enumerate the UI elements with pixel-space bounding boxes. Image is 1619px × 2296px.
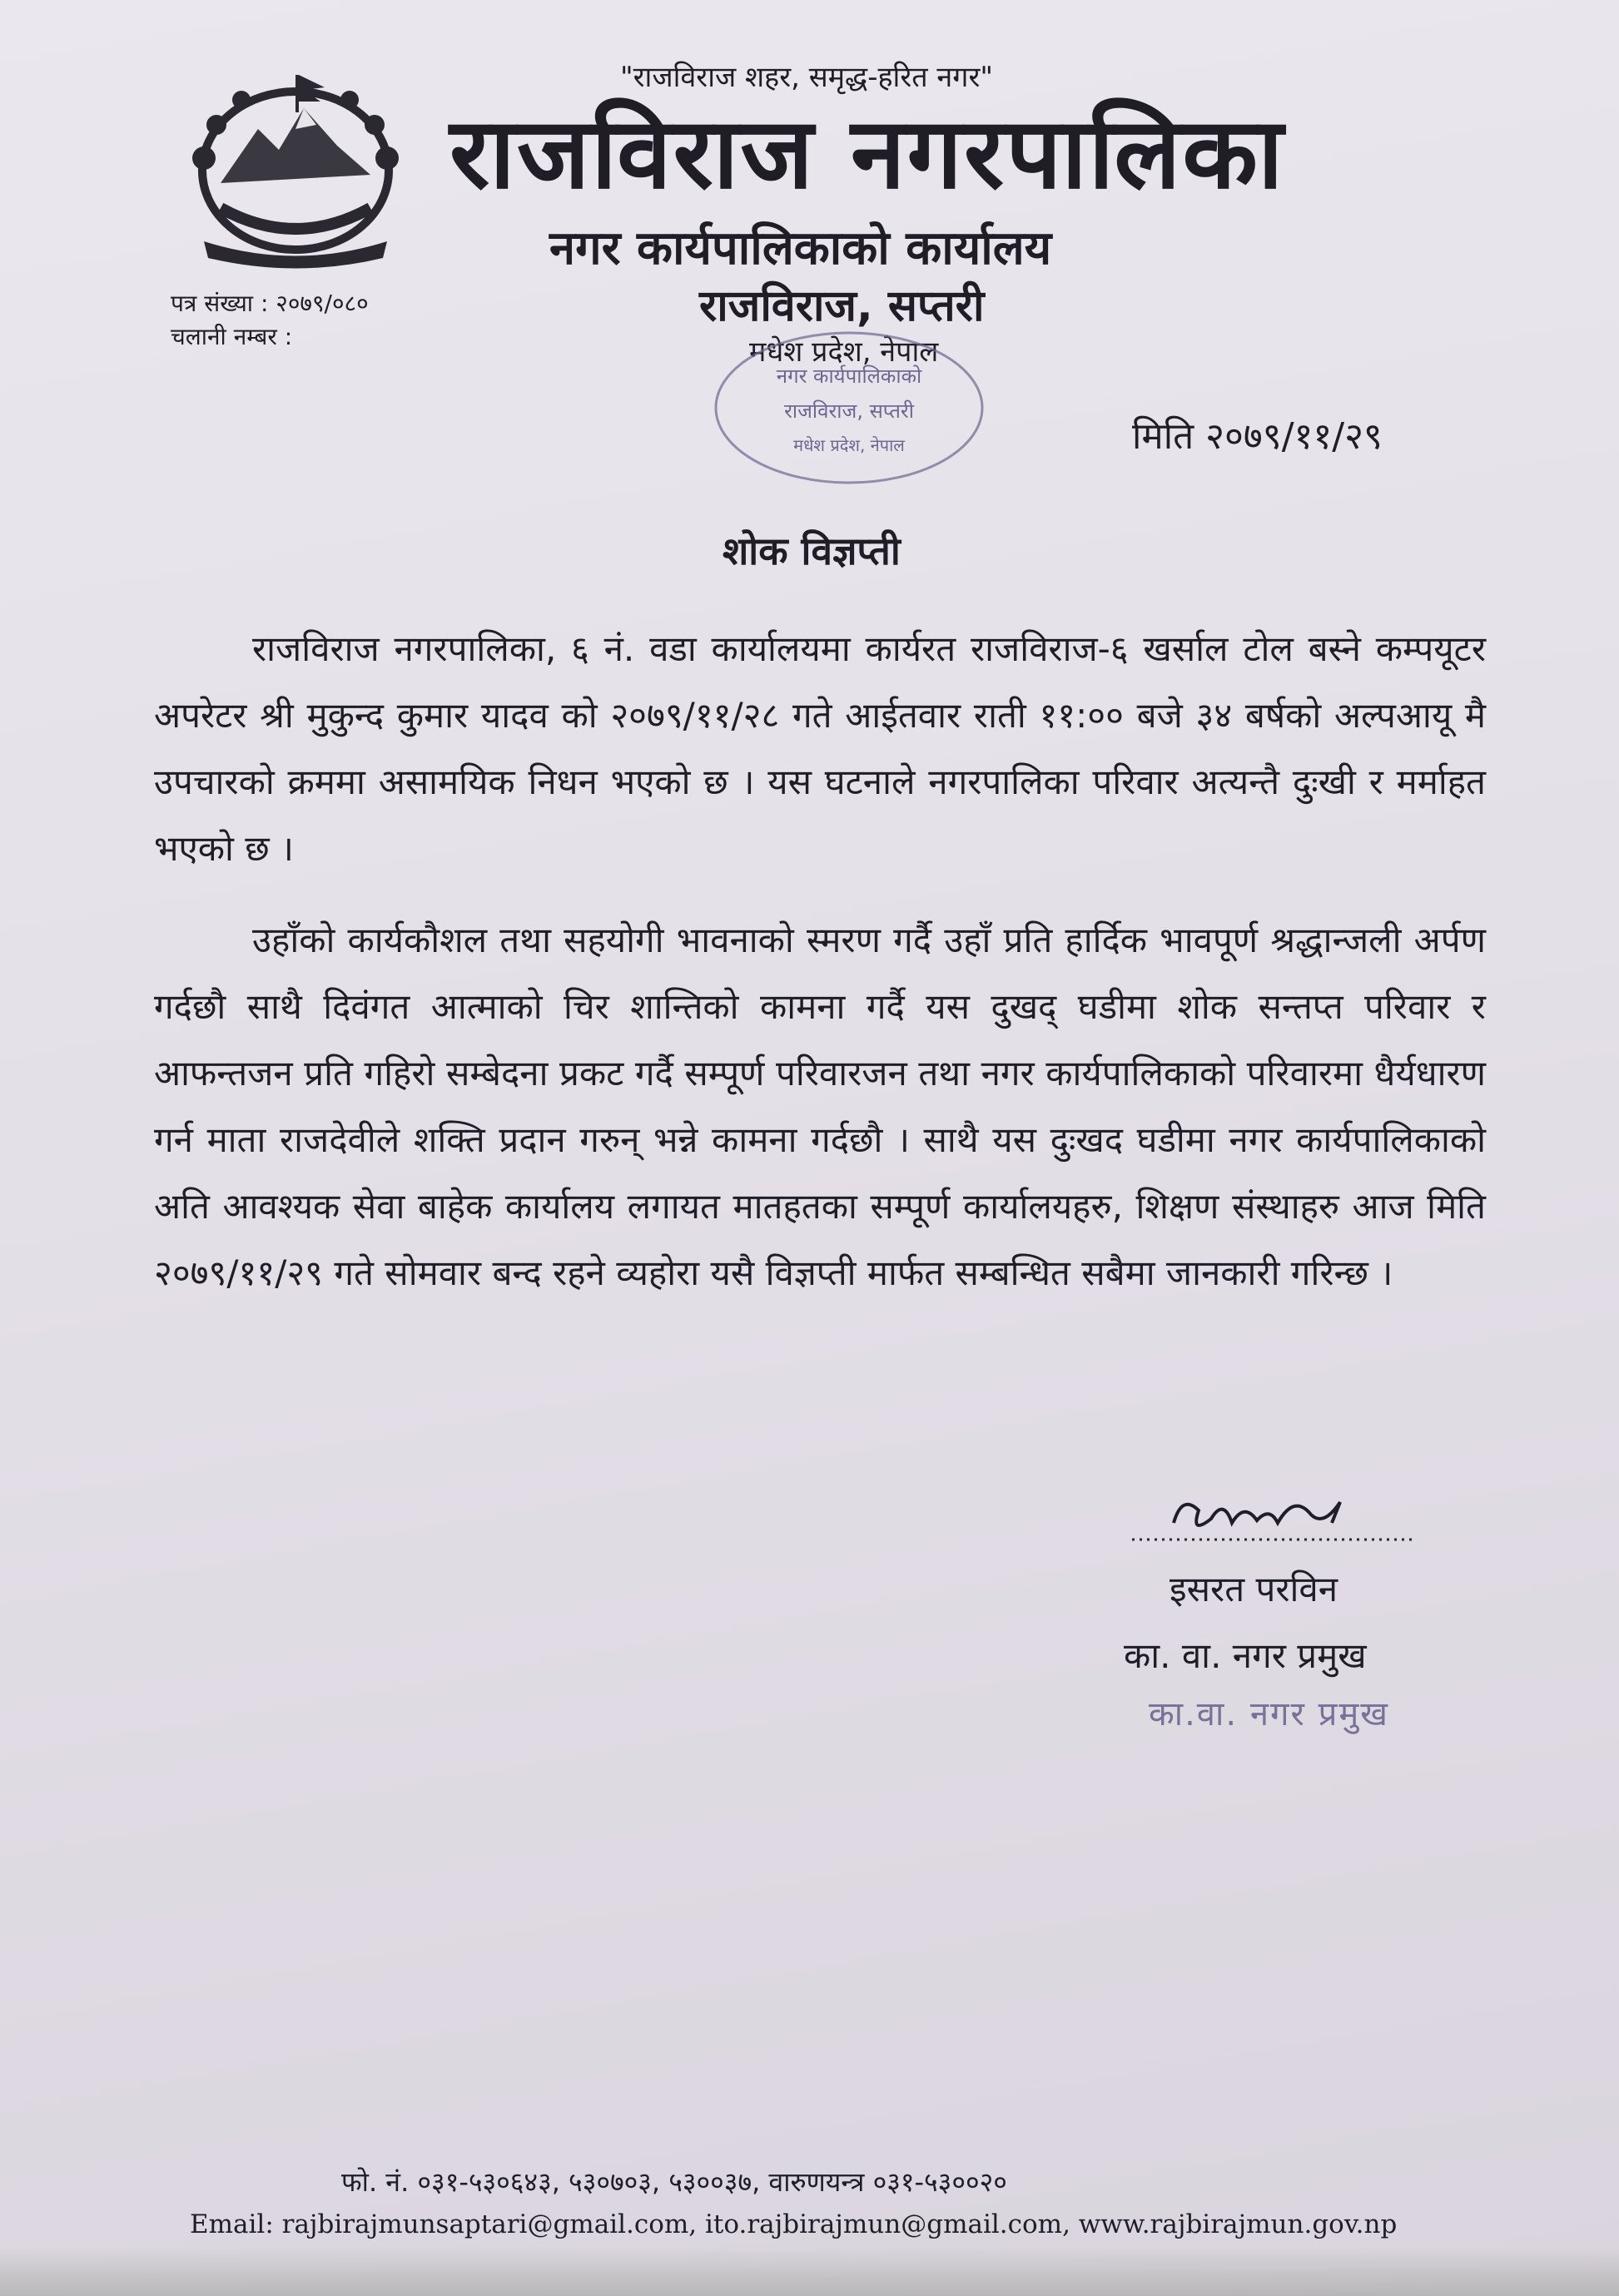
paragraph-2-text: उहाँको कार्यकौशल तथा सहयोगी भावनाको स्मरण गर्दै उहाँ प्रति हार्दिक भावपूर्ण श्रद्धान्जली अर्पण गर्दछौ साथै दिवंगत आत्माको चिर शान्तिको कामना गर्दै यस दुखद् घडीमा शोक सन्तप्त परिवार र आफन्तजन प्रति गहिरो सम्बेदना प्रकट गर्दै सम्पूर्ण परिवारजन तथा नगर कार्यपालिकाको परिवारमा धैर्यधारण गर्न माता राजदेवीले शक्ति प्रदान गरुन् भन्ने कामना गर्दछौ । साथै यस दुःखद घडीमा नगर कार्यपालिकाको अति आवश्यक सेवा बाहेक कार्यालय लगायत मातहतका सम्पूर्ण कार्यालयहरु, शिक्षण संस्थाहरु आज मिति २०७९/११/२९ गते सोमवार बन्द रहने व्यहोरा यसै विज्ञप्ती मार्फत सम्बन्धित सबैमा जानकारी गरिन्छ । — [154, 920, 1486, 1293]
paragraph-1-text: राजविराज नगरपालिका, ६ नं. वडा कार्यालयमा कार्यरत राजविराज-६ खर्साल टोल बस्ने कम्पयूटर अपरेटर श्री मुकुन्द कुमार यादव को २०७९/११/२८ गते आईतवार राती ११:०० बजे ३४ बर्षको अल्पआयू मै उपचारको क्रममा असामयिक निधन भएको छ । यस घटनाले नगरपालिका परिवार अत्यन्तै दुःखी र मर्माहत भएको छ । — [154, 628, 1486, 869]
letter-date: मिति २०७९/११/२९ — [1132, 415, 1383, 458]
notice-paragraph-2 — [154, 907, 1486, 1307]
signatory-title: का. वा. नगर प्रमुख — [1124, 1635, 1367, 1676]
stamp-line-1: नगर कार्यपालिकाको — [776, 364, 922, 388]
footer-contact-links: Email: rajbirajmunsaptari@gmail.com, ito.rajbirajmun@gmail.com, www.rajbirajmun.gov.np — [190, 2209, 1398, 2239]
letter-reference-number: पत्र संख्या : २०७९/०८० — [171, 290, 369, 317]
notice-subject: शोक विज्ञप्ती — [723, 528, 901, 573]
municipality-motto: "राजविराज शहर, समृद्ध-हरित नगर" — [620, 61, 993, 94]
footer-phone-numbers: फो. नं. ०३१-५३०६४३, ५३०७०३, ५३००३७, वारुणयन्त्र ०३१-५३००२० — [341, 2166, 1007, 2198]
signatory-name: इसरत परविन — [1170, 1569, 1338, 1609]
nepal-emblem-icon — [171, 58, 420, 275]
municipality-name: राजविराज नगरपालिका — [449, 96, 1285, 211]
signatory-title-stamp: का.वा. नगर प्रमुख — [1149, 1695, 1390, 1733]
stamp-line-3: मधेश प्रदेश, नेपाल — [793, 435, 905, 455]
dispatch-number: चलानी नम्बर : — [171, 323, 293, 350]
office-name: नगर कार्यपालिकाको कार्यालय — [549, 221, 1052, 275]
handwritten-signature-icon — [1132, 1477, 1432, 1552]
notice-paragraph-1 — [154, 616, 1486, 882]
office-stamp-icon — [703, 325, 995, 491]
office-province: मधेश प्रदेश, नेपाल — [749, 335, 939, 369]
bottom-shadow — [0, 2247, 1619, 2296]
office-city: राजविराज, सप्तरी — [699, 281, 985, 331]
stamp-line-2: राजविराज, सप्तरी — [784, 399, 914, 423]
